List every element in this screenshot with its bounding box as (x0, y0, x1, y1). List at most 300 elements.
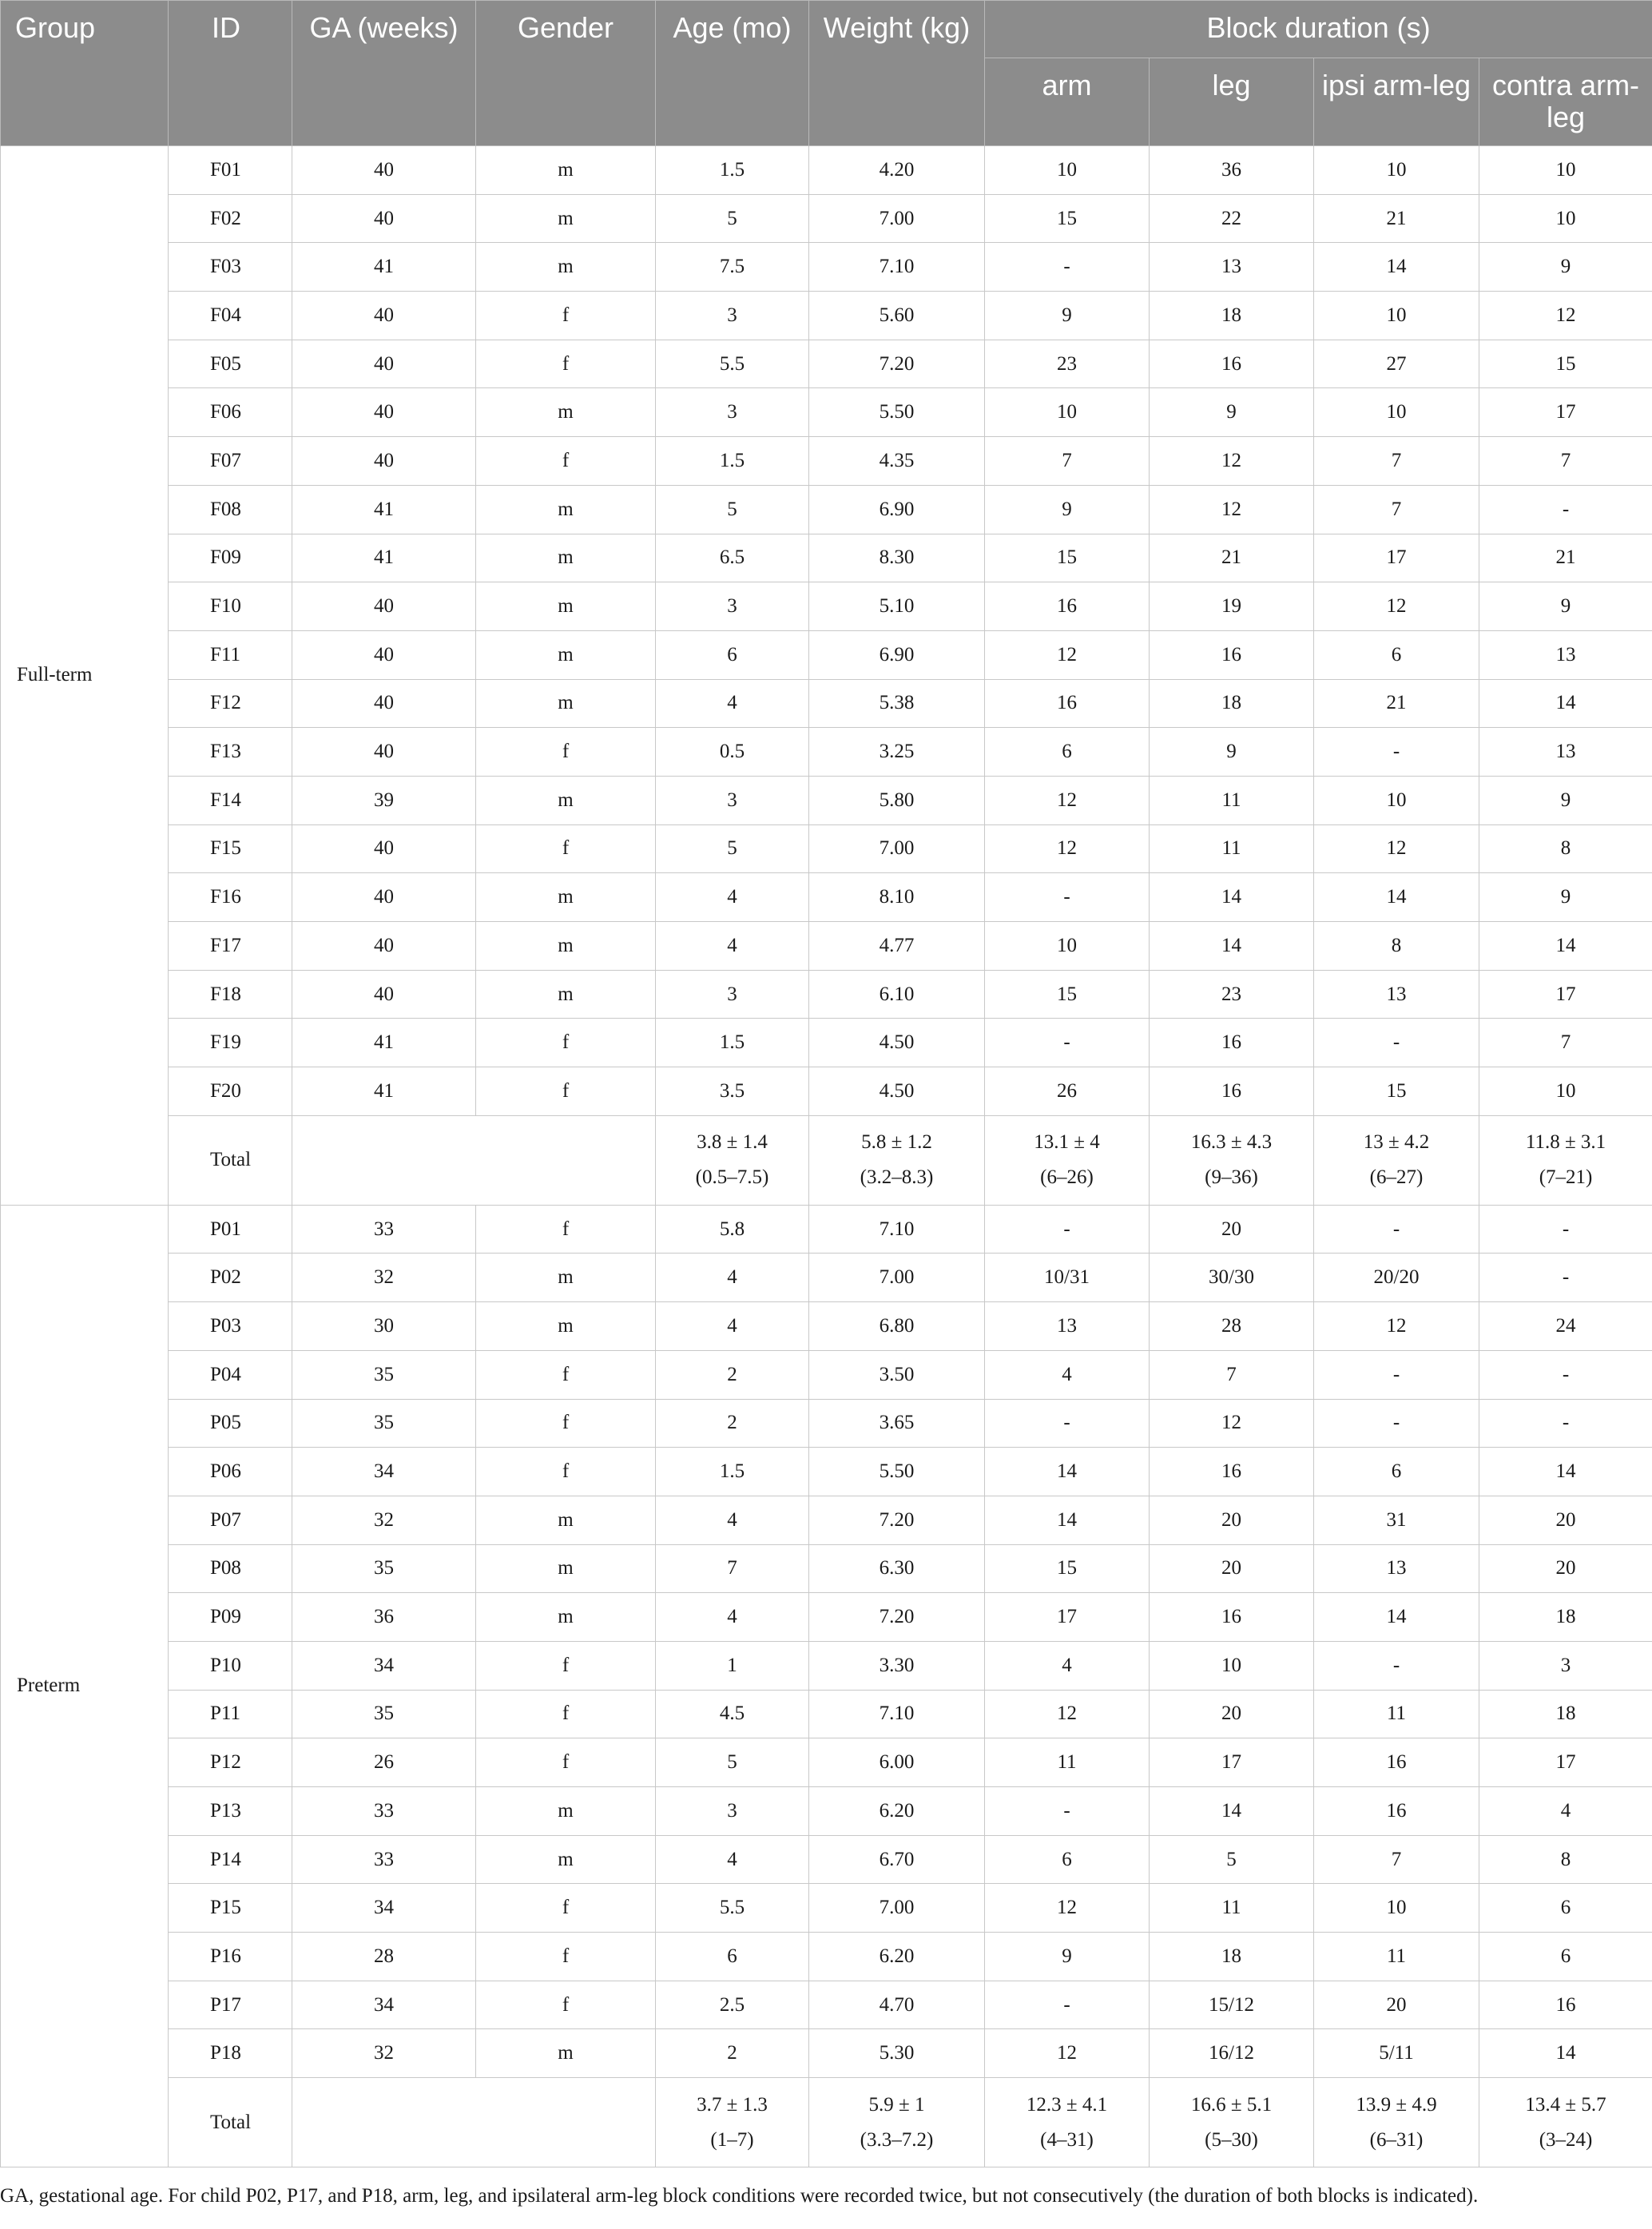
cell-contra: 10 (1479, 1067, 1652, 1116)
cell-leg: 10 (1150, 1641, 1314, 1690)
cell-contra: 18 (1479, 1690, 1652, 1738)
cell-ga: 40 (292, 679, 476, 728)
cell-leg: 14 (1150, 922, 1314, 971)
cell-age: 4 (656, 1496, 809, 1544)
cell-age: 4 (656, 1835, 809, 1884)
table-row (1, 1835, 1652, 1884)
table-row (1, 340, 1652, 388)
table-row (1, 1496, 1652, 1544)
cell-gender: m (476, 873, 656, 922)
cell-age: 3.5 (656, 1067, 809, 1116)
cell-weight: 4.77 (809, 922, 985, 971)
cell-age: 3 (656, 776, 809, 824)
cell-gender: f (476, 1448, 656, 1496)
cell-gender: f (476, 728, 656, 777)
cell-id: P03 (169, 1302, 292, 1351)
total-mean-sd: 13.1 ± 4 (1034, 1131, 1100, 1154)
cell-age: 5.5 (656, 1884, 809, 1933)
cell-arm: 12 (985, 824, 1150, 873)
cell-ga: 34 (292, 1448, 476, 1496)
cell-leg: 36 (1150, 146, 1314, 195)
table-row (1, 1933, 1652, 1981)
cell-ga: 41 (292, 534, 476, 582)
cell-age: 4 (656, 1593, 809, 1642)
table-row (1, 1019, 1652, 1067)
cell-arm: 11 (985, 1738, 1150, 1787)
cell-ga: 41 (292, 485, 476, 534)
cell-leg: 16/12 (1150, 2029, 1314, 2078)
cell-ga: 40 (292, 824, 476, 873)
cell-contra: 12 (1479, 292, 1652, 340)
table-row (1, 485, 1652, 534)
cell-ipsi: 6 (1314, 1448, 1479, 1496)
cell-arm: 10 (985, 146, 1150, 195)
cell-age: 1.5 (656, 1019, 809, 1067)
total-leg (1150, 2078, 1314, 2167)
cell-id: F05 (169, 340, 292, 388)
cell-age: 2.5 (656, 1981, 809, 2029)
cell-weight: 3.25 (809, 728, 985, 777)
total-label: Total (169, 2078, 292, 2167)
cell-gender: f (476, 824, 656, 873)
cell-arm: 10/31 (985, 1254, 1150, 1302)
table-row (1, 2029, 1652, 2078)
total-leg (1150, 1115, 1314, 1205)
table-row (1, 1981, 1652, 2029)
cell-age: 5 (656, 485, 809, 534)
total-label: Total (169, 1115, 292, 1205)
cell-arm: 15 (985, 1544, 1150, 1593)
cell-gender: f (476, 1205, 656, 1254)
cell-weight: 7.20 (809, 1496, 985, 1544)
cell-ga: 40 (292, 340, 476, 388)
cell-leg: 14 (1150, 873, 1314, 922)
cell-weight: 3.50 (809, 1350, 985, 1399)
cell-ga: 41 (292, 243, 476, 292)
cell-contra: 7 (1479, 1019, 1652, 1067)
total-age (656, 1115, 809, 1205)
cell-contra: 9 (1479, 243, 1652, 292)
cell-ipsi: - (1314, 1641, 1479, 1690)
table-row (1, 922, 1652, 971)
cell-weight: 7.10 (809, 1205, 985, 1254)
cell-weight: 6.30 (809, 1544, 985, 1593)
table-row (1, 1738, 1652, 1787)
cell-leg: 18 (1150, 1933, 1314, 1981)
header-group: Group (1, 1, 169, 146)
cell-age: 1.5 (656, 437, 809, 486)
cell-age: 7.5 (656, 243, 809, 292)
table-row (1, 1690, 1652, 1738)
cell-id: P02 (169, 1254, 292, 1302)
total-mean-sd: 16.6 ± 5.1 (1190, 2093, 1273, 2116)
cell-gender: m (476, 1593, 656, 1642)
cell-id: P18 (169, 2029, 292, 2078)
cell-ga: 28 (292, 1933, 476, 1981)
cell-id: F02 (169, 194, 292, 243)
cell-contra: 24 (1479, 1302, 1652, 1351)
cell-contra: - (1479, 1254, 1652, 1302)
cell-weight: 6.20 (809, 1933, 985, 1981)
header-ga: GA (weeks) (292, 1, 476, 146)
cell-ipsi: 14 (1314, 873, 1479, 922)
total-mean-sd: 13.4 ± 5.7 (1525, 2093, 1606, 2116)
cell-ipsi: 12 (1314, 582, 1479, 631)
cell-contra: 7 (1479, 437, 1652, 486)
cell-weight: 7.00 (809, 1884, 985, 1933)
cell-ipsi: 20/20 (1314, 1254, 1479, 1302)
cell-leg: 12 (1150, 485, 1314, 534)
table-row (1, 1302, 1652, 1351)
cell-ipsi: 17 (1314, 534, 1479, 582)
total-contra (1479, 2078, 1652, 2167)
cell-ipsi: 27 (1314, 340, 1479, 388)
cell-contra: 18 (1479, 1593, 1652, 1642)
cell-ga: 33 (292, 1835, 476, 1884)
cell-weight: 6.00 (809, 1738, 985, 1787)
cell-weight: 4.50 (809, 1019, 985, 1067)
cell-contra: 9 (1479, 873, 1652, 922)
cell-leg: 23 (1150, 970, 1314, 1019)
cell-ga: 35 (292, 1350, 476, 1399)
cell-weight: 4.20 (809, 146, 985, 195)
cell-arm: - (985, 873, 1150, 922)
cell-ga: 34 (292, 1641, 476, 1690)
table-row (1, 824, 1652, 873)
cell-gender: m (476, 2029, 656, 2078)
cell-contra: 8 (1479, 824, 1652, 873)
cell-leg: 14 (1150, 1787, 1314, 1836)
cell-ga: 30 (292, 1302, 476, 1351)
cell-id: F07 (169, 437, 292, 486)
cell-leg: 5 (1150, 1835, 1314, 1884)
cell-ipsi: 13 (1314, 970, 1479, 1019)
cell-ipsi: 20 (1314, 1981, 1479, 2029)
cell-ga: 34 (292, 1884, 476, 1933)
cell-ga: 40 (292, 970, 476, 1019)
cell-weight: 7.10 (809, 1690, 985, 1738)
cell-id: P17 (169, 1981, 292, 2029)
header-contra-arm-leg: contra arm-leg (1479, 58, 1652, 146)
table-row (1, 728, 1652, 777)
total-mean-sd: 5.9 ± 1 (868, 2093, 925, 2116)
cell-leg: 9 (1150, 388, 1314, 437)
cell-ipsi: - (1314, 1350, 1479, 1399)
cell-age: 5 (656, 1738, 809, 1787)
cell-ipsi: 10 (1314, 776, 1479, 824)
cell-ga: 32 (292, 2029, 476, 2078)
cell-ipsi: 6 (1314, 630, 1479, 679)
cell-arm: 12 (985, 630, 1150, 679)
table-row (1, 970, 1652, 1019)
cell-leg: 12 (1150, 1399, 1314, 1448)
cell-weight: 7.00 (809, 1254, 985, 1302)
cell-gender: f (476, 1067, 656, 1116)
table-row (1, 292, 1652, 340)
cell-weight: 3.65 (809, 1399, 985, 1448)
cell-ga: 33 (292, 1205, 476, 1254)
total-range: (3.2–8.3) (860, 1166, 934, 1189)
cell-gender: m (476, 582, 656, 631)
table-row (1, 388, 1652, 437)
cell-ipsi: 12 (1314, 824, 1479, 873)
cell-ga: 39 (292, 776, 476, 824)
cell-ga: 33 (292, 1787, 476, 1836)
cell-age: 1 (656, 1641, 809, 1690)
cell-contra: 10 (1479, 194, 1652, 243)
cell-ga: 40 (292, 873, 476, 922)
cell-age: 5 (656, 824, 809, 873)
cell-id: F17 (169, 922, 292, 971)
table-row (1, 146, 1652, 195)
cell-contra: 4 (1479, 1787, 1652, 1836)
cell-id: P10 (169, 1641, 292, 1690)
cell-arm: 9 (985, 485, 1150, 534)
cell-ga: 41 (292, 1067, 476, 1116)
cell-ga: 40 (292, 437, 476, 486)
cell-age: 5.8 (656, 1205, 809, 1254)
cell-arm: - (985, 1399, 1150, 1448)
table-row (1, 1641, 1652, 1690)
cell-gender: m (476, 1835, 656, 1884)
total-range: (5–30) (1205, 2128, 1258, 2151)
cell-ipsi: - (1314, 1399, 1479, 1448)
cell-contra: 10 (1479, 146, 1652, 195)
cell-arm: 15 (985, 970, 1150, 1019)
cell-contra: 14 (1479, 922, 1652, 971)
cell-leg: 16 (1150, 630, 1314, 679)
cell-age: 2 (656, 1350, 809, 1399)
cell-ipsi: 21 (1314, 194, 1479, 243)
total-arm (985, 2078, 1150, 2167)
cell-contra: - (1479, 1205, 1652, 1254)
cell-arm: 12 (985, 776, 1150, 824)
table-row (1, 534, 1652, 582)
total-range: (9–36) (1205, 1166, 1258, 1189)
total-mean-sd: 11.8 ± 3.1 (1525, 1131, 1606, 1154)
cell-ipsi: 5/11 (1314, 2029, 1479, 2078)
cell-id: P14 (169, 1835, 292, 1884)
table-row (1, 1205, 1652, 1254)
total-range: (3–24) (1539, 2128, 1593, 2151)
cell-arm: 10 (985, 388, 1150, 437)
table-row (1, 1399, 1652, 1448)
cell-arm: - (985, 1981, 1150, 2029)
cell-leg: 18 (1150, 292, 1314, 340)
cell-gender: f (476, 340, 656, 388)
header-leg: leg (1150, 58, 1314, 146)
cell-contra: 14 (1479, 679, 1652, 728)
header-arm: arm (985, 58, 1150, 146)
cell-arm: 17 (985, 1593, 1150, 1642)
table-footnote: GA, gestational age. For child P02, P17, and P18, arm, leg, and ipsilateral arm-leg block conditions were recorded twice, but not consecutively (the duration of both blocks is indicated). (0, 2185, 1479, 2207)
cell-id: F10 (169, 582, 292, 631)
cell-contra: 17 (1479, 388, 1652, 437)
cell-ga: 40 (292, 146, 476, 195)
total-ipsi (1314, 2078, 1479, 2167)
cell-age: 2 (656, 2029, 809, 2078)
cell-gender: m (476, 1544, 656, 1593)
cell-ipsi: 8 (1314, 922, 1479, 971)
total-age (656, 2078, 809, 2167)
cell-id: F11 (169, 630, 292, 679)
cell-gender: m (476, 485, 656, 534)
total-range: (3.3–7.2) (860, 2128, 934, 2151)
cell-id: F14 (169, 776, 292, 824)
cell-id: P06 (169, 1448, 292, 1496)
table-row (1, 243, 1652, 292)
cell-age: 5.5 (656, 340, 809, 388)
cell-arm: 10 (985, 922, 1150, 971)
total-range: (4–31) (1040, 2128, 1094, 2151)
table-row (1, 873, 1652, 922)
cell-leg: 15/12 (1150, 1981, 1314, 2029)
cell-age: 3 (656, 1787, 809, 1836)
cell-gender: f (476, 1933, 656, 1981)
cell-ipsi: 11 (1314, 1933, 1479, 1981)
cell-weight: 4.35 (809, 437, 985, 486)
cell-contra: 9 (1479, 776, 1652, 824)
cell-weight: 7.00 (809, 824, 985, 873)
cell-ga: 35 (292, 1690, 476, 1738)
cell-weight: 5.60 (809, 292, 985, 340)
cell-leg: 7 (1150, 1350, 1314, 1399)
cell-arm: 16 (985, 582, 1150, 631)
cell-contra: 17 (1479, 970, 1652, 1019)
cell-age: 2 (656, 1399, 809, 1448)
cell-arm: 13 (985, 1302, 1150, 1351)
cell-ga: 40 (292, 630, 476, 679)
cell-age: 3 (656, 970, 809, 1019)
cell-leg: 16 (1150, 1593, 1314, 1642)
total-mean-sd: 3.7 ± 1.3 (697, 2093, 768, 2116)
cell-weight: 6.90 (809, 630, 985, 679)
cell-leg: 21 (1150, 534, 1314, 582)
cell-ga: 36 (292, 1593, 476, 1642)
cell-gender: m (476, 194, 656, 243)
cell-arm: 12 (985, 2029, 1150, 2078)
cell-leg: 18 (1150, 679, 1314, 728)
cell-weight: 4.50 (809, 1067, 985, 1116)
cell-age: 4 (656, 1254, 809, 1302)
total-empty-cell (292, 1115, 656, 1205)
cell-arm: 9 (985, 1933, 1150, 1981)
cell-age: 3 (656, 292, 809, 340)
cell-leg: 20 (1150, 1205, 1314, 1254)
cell-leg: 11 (1150, 1884, 1314, 1933)
cell-ga: 32 (292, 1496, 476, 1544)
cell-arm: 4 (985, 1641, 1150, 1690)
cell-contra: 3 (1479, 1641, 1652, 1690)
cell-id: P13 (169, 1787, 292, 1836)
cell-gender: m (476, 388, 656, 437)
cell-gender: f (476, 1350, 656, 1399)
cell-weight: 7.20 (809, 340, 985, 388)
cell-ipsi: 10 (1314, 292, 1479, 340)
total-mean-sd: 16.3 ± 4.3 (1190, 1131, 1273, 1154)
table-row (1, 1067, 1652, 1116)
cell-gender: m (476, 243, 656, 292)
total-range: (6–26) (1040, 1166, 1094, 1189)
header-ipsi-arm-leg: ipsi arm-leg (1314, 58, 1479, 146)
cell-weight: 6.80 (809, 1302, 985, 1351)
cell-contra: 14 (1479, 2029, 1652, 2078)
cell-weight: 7.20 (809, 1593, 985, 1642)
header-weight: Weight (kg) (809, 1, 985, 146)
table-row (1, 1593, 1652, 1642)
cell-age: 1.5 (656, 1448, 809, 1496)
cell-id: P11 (169, 1690, 292, 1738)
table-row (1, 1787, 1652, 1836)
cell-id: F18 (169, 970, 292, 1019)
cell-id: P15 (169, 1884, 292, 1933)
cell-arm: 23 (985, 340, 1150, 388)
table-row (1, 679, 1652, 728)
cell-weight: 3.30 (809, 1641, 985, 1690)
cell-id: P08 (169, 1544, 292, 1593)
cell-id: F12 (169, 679, 292, 728)
cell-gender: f (476, 292, 656, 340)
cell-gender: m (476, 630, 656, 679)
cell-ga: 40 (292, 922, 476, 971)
table-row (1, 582, 1652, 631)
cell-ga: 26 (292, 1738, 476, 1787)
cell-id: P09 (169, 1593, 292, 1642)
cell-leg: 28 (1150, 1302, 1314, 1351)
total-contra (1479, 1115, 1652, 1205)
total-mean-sd: 13.9 ± 4.9 (1356, 2093, 1437, 2116)
cell-gender: f (476, 1019, 656, 1067)
cell-weight: 5.38 (809, 679, 985, 728)
cell-leg: 12 (1150, 437, 1314, 486)
cell-id: P01 (169, 1205, 292, 1254)
cell-arm: - (985, 243, 1150, 292)
cell-arm: 15 (985, 194, 1150, 243)
group-label: Preterm (1, 1205, 169, 2167)
cell-contra: - (1479, 485, 1652, 534)
cell-contra: 13 (1479, 728, 1652, 777)
cell-contra: 13 (1479, 630, 1652, 679)
total-ipsi (1314, 1115, 1479, 1205)
cell-gender: m (476, 922, 656, 971)
cell-weight: 6.10 (809, 970, 985, 1019)
cell-arm: 26 (985, 1067, 1150, 1116)
cell-id: P12 (169, 1738, 292, 1787)
table-row (1, 630, 1652, 679)
cell-arm: 4 (985, 1350, 1150, 1399)
cell-id: F15 (169, 824, 292, 873)
cell-ipsi: 12 (1314, 1302, 1479, 1351)
table-body (1, 146, 1652, 2167)
total-row (1, 2078, 1652, 2167)
cell-leg: 16 (1150, 1067, 1314, 1116)
cell-ga: 40 (292, 582, 476, 631)
cell-leg: 17 (1150, 1738, 1314, 1787)
cell-leg: 16 (1150, 340, 1314, 388)
total-mean-sd: 3.8 ± 1.4 (697, 1131, 768, 1154)
table-row (1, 776, 1652, 824)
cell-gender: f (476, 1884, 656, 1933)
cell-age: 6 (656, 1933, 809, 1981)
cell-id: F16 (169, 873, 292, 922)
cell-ipsi: 21 (1314, 679, 1479, 728)
cell-age: 3 (656, 388, 809, 437)
cell-gender: f (476, 1690, 656, 1738)
cell-contra: 14 (1479, 1448, 1652, 1496)
total-arm (985, 1115, 1150, 1205)
header-gender: Gender (476, 1, 656, 146)
cell-leg: 20 (1150, 1544, 1314, 1593)
